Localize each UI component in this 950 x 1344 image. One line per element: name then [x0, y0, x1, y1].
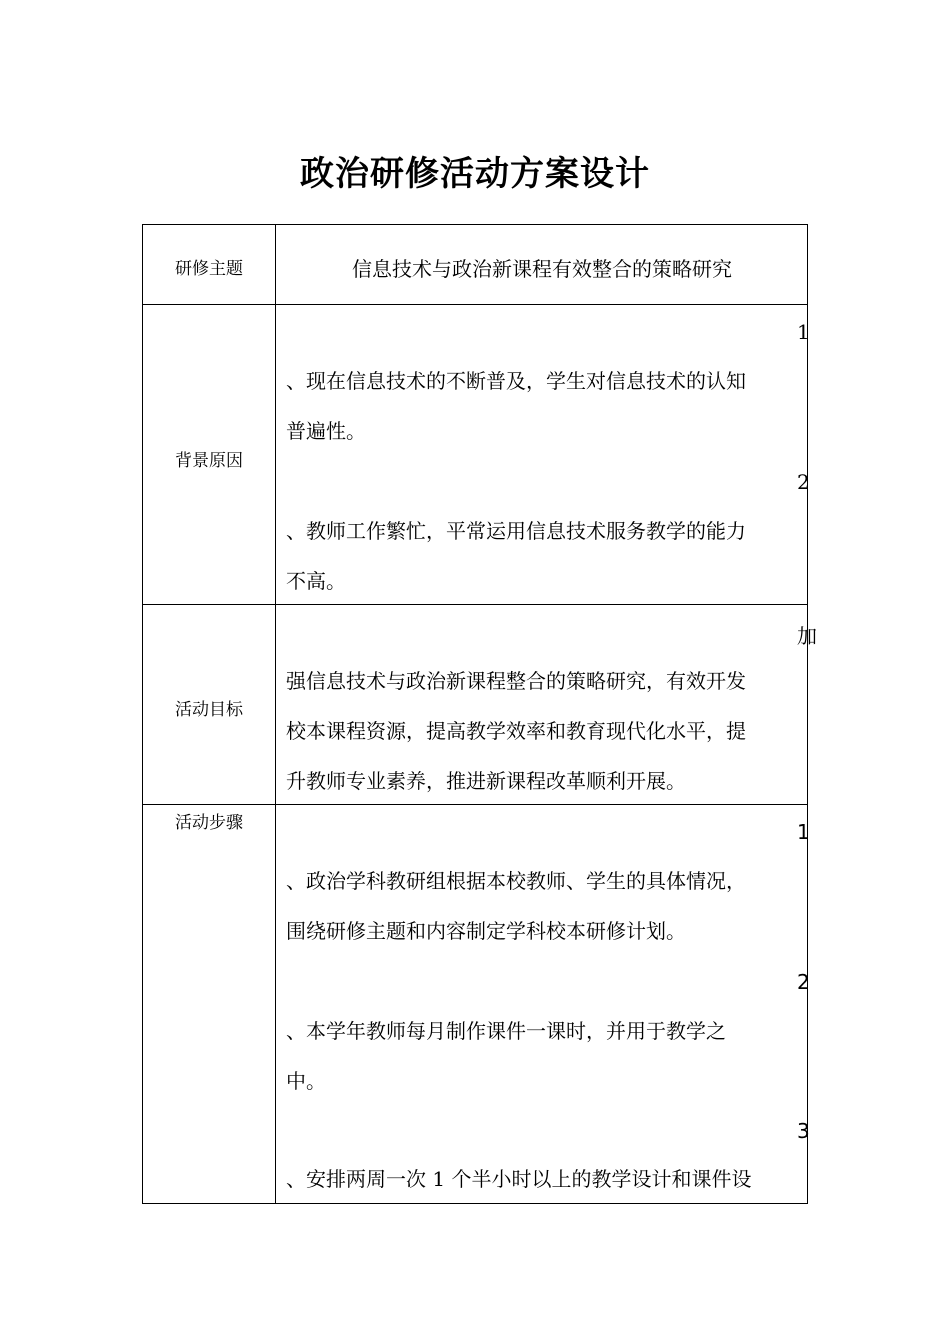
step-item-1 [286, 856, 800, 956]
paragraph-line: 、现在信息技术的不断普及，学生对信息技术的认知 [286, 369, 746, 393]
item-number: 1 [797, 820, 810, 844]
paragraph-line: 强信息技术与政治新课程整合的策略研究，有效开发 [286, 669, 746, 693]
document-title: 政治研修活动方案设计 [300, 154, 650, 194]
goal-lead-char: 加 [797, 624, 817, 648]
item-number: 1 [797, 320, 810, 344]
paragraph-line: 中。 [286, 1069, 326, 1093]
paragraph-line: 不高。 [286, 569, 346, 593]
topic-text: 信息技术与政治新课程有效整合的策略研究 [352, 257, 732, 281]
paragraph-line: 、安排两周一次 1 个半小时以上的教学设计和课件设 [286, 1167, 752, 1191]
goal-paragraph [286, 656, 800, 806]
row-divider [142, 304, 808, 305]
item-number: 2 [797, 470, 810, 494]
paragraph-line: 、本学年教师每月制作课件一课时，并用于教学之 [286, 1019, 726, 1043]
row-label-topic: 研修主题 [175, 259, 243, 279]
step-item-2 [286, 1006, 800, 1106]
item-number: 3 [797, 1119, 810, 1143]
paragraph-line: 校本课程资源，提高教学效率和教育现代化水平，提 [286, 719, 746, 743]
step-item-3 [286, 1154, 800, 1204]
item-number: 2 [797, 970, 810, 994]
paragraph-line: 普遍性。 [286, 419, 366, 443]
table-border-right [807, 224, 808, 1204]
row-label-steps: 活动步骤 [175, 813, 243, 833]
plan-table [142, 224, 817, 1204]
background-item-2 [286, 506, 800, 606]
background-item-1 [286, 356, 800, 456]
paragraph-line: 围绕研修主题和内容制定学科校本研修计划。 [286, 919, 686, 943]
paragraph-line: 升教师专业素养，推进新课程改革顺利开展。 [286, 769, 686, 793]
paragraph-line: 、政治学科教研组根据本校教师、学生的具体情况， [286, 869, 746, 893]
row-label-goal: 活动目标 [175, 700, 243, 720]
row-label-background: 背景原因 [175, 451, 243, 471]
table-border-top [142, 224, 808, 225]
paragraph-line: 、教师工作繁忙，平常运用信息技术服务教学的能力 [286, 519, 746, 543]
